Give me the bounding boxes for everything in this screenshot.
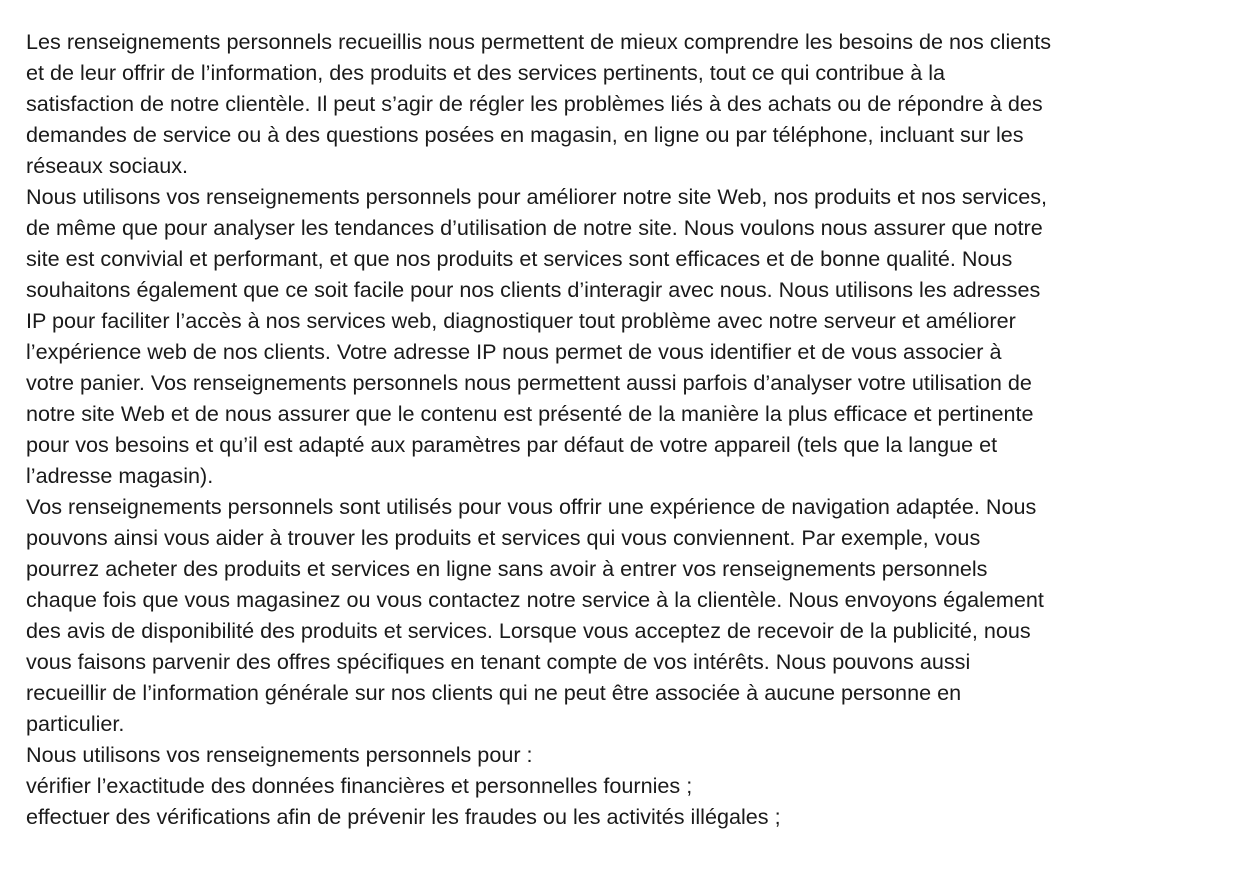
paragraph-1 xyxy=(26,26,1221,181)
text-line: recueillir de l’information générale sur nos clients qui ne peut être associée à aucune personne en xyxy=(26,680,962,705)
text-line: demandes de service ou à des questions posées en magasin, en ligne ou par téléphone, incluant sur les xyxy=(26,122,1024,147)
text-line: chaque fois que vous magasinez ou vous contactez notre service à la clientèle. Nous envoyons également xyxy=(26,587,1044,612)
text-line: pour vos besoins et qu’il est adapté aux paramètres par défaut de votre appareil (tels que la langue et xyxy=(26,432,998,457)
list-item xyxy=(26,770,1221,801)
text-line: réseaux sociaux. xyxy=(26,153,189,178)
text-line: vous faisons parvenir des offres spécifiques en tenant compte de vos intérêts. Nous pouvons aussi xyxy=(26,649,971,674)
text-line: site est convivial et performant, et que nos produits et services sont efficaces et de bonne qualité. Nous xyxy=(26,246,1013,271)
text-line: IP pour faciliter l’accès à nos services web, diagnostiquer tout problème avec notre serveur et améliorer xyxy=(26,308,1016,333)
text-line: particulier. xyxy=(26,711,125,736)
text-line: Vos renseignements personnels sont utilisés pour vous offrir une expérience de navigation adaptée. Nous xyxy=(26,494,1037,519)
text-line: vérifier l’exactitude des données financières et personnelles fournies ; xyxy=(26,773,693,798)
text-line: effectuer des vérifications afin de prévenir les fraudes ou les activités illégales ; xyxy=(26,804,781,829)
paragraph-2 xyxy=(26,181,1221,491)
list-intro xyxy=(26,739,1221,770)
text-line: notre site Web et de nous assurer que le contenu est présenté de la manière la plus efficace et pertinente xyxy=(26,401,1034,426)
text-line: pourrez acheter des produits et services en ligne sans avoir à entrer vos renseignements personnels xyxy=(26,556,988,581)
text-line: souhaitons également que ce soit facile pour nos clients d’interagir avec nous. Nous utilisons les adresses xyxy=(26,277,1041,302)
text-line: Les renseignements personnels recueillis nous permettent de mieux comprendre les besoins de nos clients xyxy=(26,29,1052,54)
text-line: satisfaction de notre clientèle. Il peut s’agir de régler les problèmes liés à des achats ou de répondre à des xyxy=(26,91,1043,116)
text-line: Nous utilisons vos renseignements personnels pour : xyxy=(26,742,533,767)
text-line: l’adresse magasin). xyxy=(26,463,214,488)
text-line: pouvons ainsi vous aider à trouver les produits et services qui vous conviennent. Par exemple, vous xyxy=(26,525,981,550)
text-line: l’expérience web de nos clients. Votre adresse IP nous permet de vous identifier et de vous associer à xyxy=(26,339,1002,364)
text-line: des avis de disponibilité des produits et services. Lorsque vous acceptez de recevoir de la publicité, nous xyxy=(26,618,1031,643)
text-line: Nous utilisons vos renseignements personnels pour améliorer notre site Web, nos produits et nos services, xyxy=(26,184,1048,209)
paragraph-3 xyxy=(26,491,1221,739)
text-line: de même que pour analyser les tendances d’utilisation de notre site. Nous voulons nous assurer que notre xyxy=(26,215,1043,240)
list-item xyxy=(26,801,1221,832)
text-line: votre panier. Vos renseignements personnels nous permettent aussi parfois d’analyser votre utilisation de xyxy=(26,370,1032,395)
text-line: et de leur offrir de l’information, des produits et des services pertinents, tout ce qui contribue à la xyxy=(26,60,946,85)
